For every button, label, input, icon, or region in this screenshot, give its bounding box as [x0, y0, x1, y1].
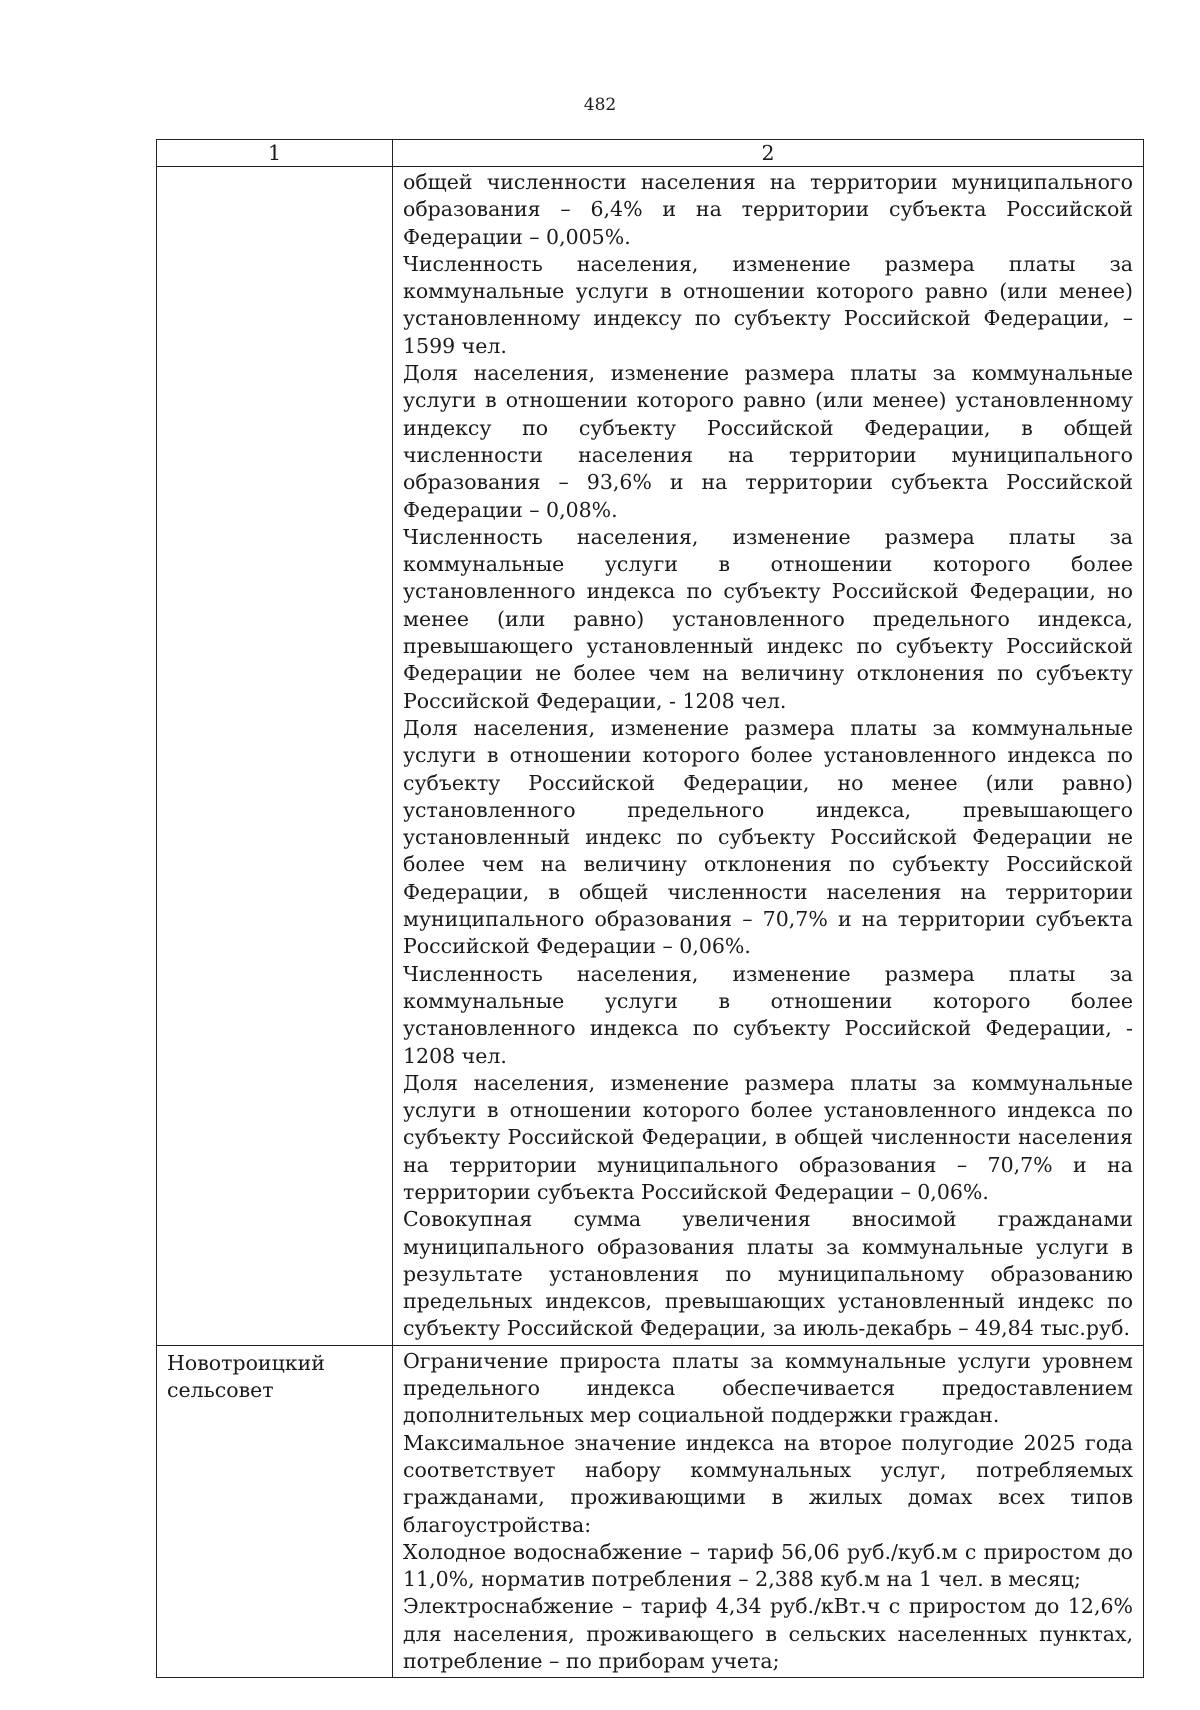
paragraph: Численность населения, изменение размера платы за коммунальные услуги в отношении которого более установленного индекса по субъекту Российской Федерации, - 1208 чел. — [403, 961, 1133, 1068]
paragraph: Электроснабжение – тариф 4,34 руб./кВт.ч с приростом до 12,6% для населения, проживающего в сельских населенных пунктах, потребление – по приборам учета; — [403, 1594, 1133, 1674]
column-header-1: 1 — [157, 140, 393, 167]
paragraph: общей численности населения на территории муниципального образования – 6,4% и на территории субъекта Российской Федерации – 0,005%. — [403, 170, 1133, 249]
paragraph: Холодное водоснабжение – тариф 56,06 руб./куб.м с приростом до 11,0%, норматив потребления – 2,388 куб.м на 1 чел. в месяц; — [403, 1539, 1133, 1592]
row-2-text-cell — [393, 1345, 1144, 1678]
paragraph: Совокупная сумма увеличения вносимой гражданами муниципального образования платы за коммунальные услуги в результате установления по муниципальному образованию предельных индексов, превышающих установленный индекс по субъекту Российской Федерации, за июль-декабрь – 49,84 тыс.руб. — [403, 1207, 1133, 1341]
paragraph: Доля населения, изменение размера платы за коммунальные услуги в отношении которого более установленного индекса по субъекту Российской Федерации, но менее (или равно) установленного предельного индекса, превышающего установленный индекс по субъекту Российской Федерации не более чем на величину отклонения по субъекту Российской Федерации, в общей численности населения на территории муниципального образования – 70,7% и на территории субъекта Российской Федерации – 0,06%. — [403, 715, 1133, 959]
paragraph: Ограничение прироста платы за коммунальные услуги уровнем предельного индекса обеспечивается предоставлением дополнительных мер социальной поддержки граждан. — [403, 1348, 1133, 1428]
paragraph: Доля населения, изменение размера платы за коммунальные услуги в отношении которого равно (или менее) установленному индексу по субъекту Российской Федерации, в общей численности населения на территории муниципального образования – 93,6% и на территории субъекта Российской Федерации – 0,08%. — [403, 361, 1133, 522]
paragraph: Численность населения, изменение размера платы за коммунальные услуги в отношении которого более установленного индекса по субъекту Российской Федерации, но менее (или равно) установленного предельного индекса, превышающего установленный индекс по субъекту Российской Федерации не более чем на величину отклонения по субъекту Российской Федерации, - 1208 чел. — [403, 524, 1133, 713]
paragraph: Доля населения, изменение размера платы за коммунальные услуги в отношении которого более установленного индекса по субъекту Российской Федерации, в общей численности населения на территории муниципального образования – 70,7% и на территории субъекта Российской Федерации – 0,06%. — [403, 1070, 1133, 1204]
municipality-name-line: Новотроицкий — [167, 1350, 325, 1375]
column-header-2: 2 — [393, 140, 1144, 167]
row-1-label-cell — [157, 167, 393, 1346]
table-row — [157, 1345, 1144, 1678]
row-2-label-cell — [157, 1345, 393, 1678]
document-table — [156, 139, 1144, 1678]
page-number: 482 — [583, 95, 617, 115]
row-1-text-cell — [393, 167, 1144, 1346]
paragraph: Максимальное значение индекса на второе полугодие 2025 года соответствует набору коммунальных услуг, потребляемых гражданами, проживающими в жилых домах всех типов благоустройства: — [403, 1430, 1133, 1537]
paragraph: Численность населения, изменение размера платы за коммунальные услуги в отношении которого равно (или менее) установленному индексу по субъекту Российской Федерации, – 1599 чел. — [403, 251, 1133, 358]
table-header-row — [157, 140, 1144, 167]
municipality-name-line: сельсовет — [167, 1378, 274, 1403]
table-row — [157, 167, 1144, 1346]
